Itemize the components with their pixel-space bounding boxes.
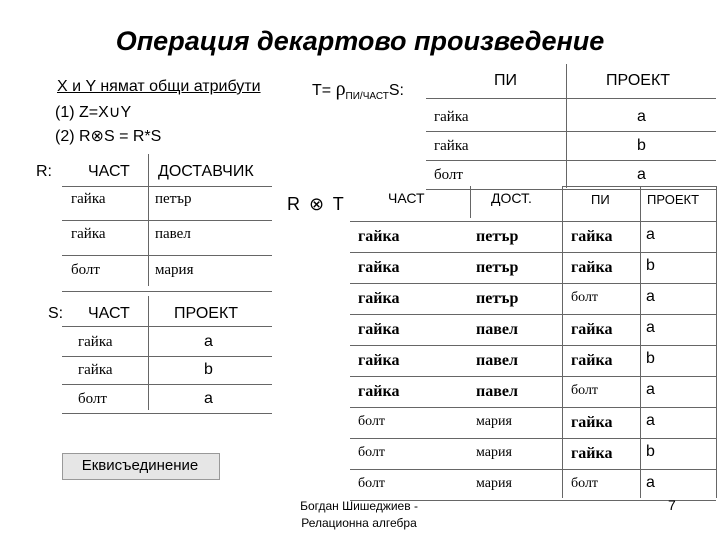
rule-union: (1) Z=X∪Y (55, 104, 132, 121)
product-cell-supplier: мария (476, 476, 512, 491)
r-cell-part: гайка (71, 191, 106, 207)
formula-suffix: S: (388, 82, 404, 99)
product-header-project: ПРОЕКТ (647, 192, 700, 207)
product-cell-part: гайка (358, 259, 400, 276)
table-rule (350, 252, 716, 253)
s-header-project: ПРОЕКТ (174, 305, 239, 322)
product-cell-part: гайка (358, 228, 400, 245)
table-rule (62, 255, 272, 256)
product-cell-project: a (646, 319, 655, 336)
r-header-part: ЧАСТ (88, 163, 130, 180)
product-cell-part: болт (358, 476, 386, 491)
table-divider (470, 186, 471, 218)
table-rule (562, 186, 716, 187)
r-label: R: (36, 163, 52, 180)
table-rule (426, 131, 716, 132)
slide-title: Операция декартово произведение (115, 26, 605, 56)
t-cell-pi: гайка (434, 138, 469, 154)
table-rule (62, 220, 272, 221)
s-cell-part: гайка (78, 334, 113, 350)
table-rule (350, 221, 716, 222)
product-cell-pi: болт (571, 290, 599, 305)
product-header-part: ЧАСТ (388, 190, 425, 206)
r-cell-part: болт (71, 262, 100, 278)
table-rule (62, 326, 272, 327)
table-rule (350, 407, 716, 408)
product-cell-project: a (646, 288, 655, 305)
footer-line-1: Богдан Шишеджиев - (300, 499, 418, 513)
table-rule (350, 376, 716, 377)
footer-author (286, 498, 432, 532)
formula-subscript: ПИ/ЧАСТ (345, 91, 389, 102)
product-cell-project: b (646, 443, 655, 460)
equijoin-button-label: Еквисъединение (81, 457, 199, 474)
table-rule (62, 413, 272, 414)
product-cell-part: болт (358, 445, 386, 460)
r-cell-supplier: петър (155, 191, 192, 207)
product-cell-project: a (646, 226, 655, 243)
s-header-part: ЧАСТ (88, 305, 130, 322)
table-divider (566, 64, 567, 188)
table-rule (62, 356, 272, 357)
product-cell-pi: гайка (571, 321, 613, 338)
rename-formula (312, 78, 404, 102)
product-cell-part: гайка (358, 383, 400, 400)
formula-prefix: T= (312, 82, 336, 99)
s-cell-part: болт (78, 391, 107, 407)
product-cell-supplier: петър (476, 290, 519, 307)
t-cell-pi: гайка (434, 109, 469, 125)
product-cell-supplier: павел (476, 321, 518, 338)
product-cell-supplier: мария (476, 414, 512, 429)
product-cell-part: гайка (358, 321, 400, 338)
r-cell-supplier: мария (155, 262, 194, 278)
no-common-attributes-note: X и Y нямат общи атрибути (57, 78, 261, 95)
s-cell-project: a (204, 333, 213, 350)
table-rule (62, 291, 272, 292)
table-rule (350, 438, 716, 439)
table-rule (62, 186, 272, 187)
table-divider (148, 296, 149, 410)
product-cell-project: a (646, 412, 655, 429)
footer-line-2: Релационна алгебра (301, 516, 417, 530)
table-divider (640, 186, 641, 498)
table-rule (426, 98, 716, 99)
t-header-pi: ПИ (494, 72, 517, 89)
t-header-project: ПРОЕКТ (606, 72, 671, 89)
table-rule (426, 160, 716, 161)
rule-product: (2) R⊗S = R*S (55, 128, 162, 145)
product-cell-project: b (646, 257, 655, 274)
product-cell-project: a (646, 474, 655, 491)
product-cell-pi: гайка (571, 445, 613, 462)
product-cell-pi: гайка (571, 414, 613, 431)
product-cell-supplier: петър (476, 228, 519, 245)
otimes-symbol: ⊗ (309, 194, 325, 214)
product-cell-supplier: павел (476, 383, 518, 400)
product-label-r: R (287, 194, 300, 214)
product-cell-pi: гайка (571, 352, 613, 369)
r-cell-supplier: павел (155, 226, 191, 242)
s-cell-part: гайка (78, 362, 113, 378)
product-cell-supplier: павел (476, 352, 518, 369)
product-cell-pi: болт (571, 476, 599, 491)
t-cell-project: a (637, 166, 646, 183)
product-cell-project: a (646, 381, 655, 398)
product-label (287, 194, 344, 215)
r-header-supplier: ДОСТАВЧИК (158, 163, 254, 180)
s-cell-project: a (204, 390, 213, 407)
page-number: 7 (668, 497, 676, 513)
table-rule (350, 314, 716, 315)
product-header-pi: ПИ (591, 192, 610, 207)
t-cell-project: b (637, 137, 646, 154)
table-rule (350, 469, 716, 470)
table-divider (562, 186, 563, 498)
product-cell-supplier: мария (476, 445, 512, 460)
r-cell-part: гайка (71, 226, 106, 242)
product-cell-pi: гайка (571, 228, 613, 245)
s-cell-project: b (204, 361, 213, 378)
t-cell-project: a (637, 108, 646, 125)
product-label-t: T (332, 194, 344, 214)
rho-symbol: ρ (335, 78, 346, 100)
table-rule (350, 283, 716, 284)
product-cell-part: гайка (358, 290, 400, 307)
table-divider (716, 186, 717, 498)
table-rule (62, 384, 272, 385)
product-cell-pi: болт (571, 383, 599, 398)
product-cell-part: гайка (358, 352, 400, 369)
table-rule (350, 345, 716, 346)
product-cell-supplier: петър (476, 259, 519, 276)
s-label: S: (48, 305, 64, 322)
product-header-supplier: ДОСТ. (491, 190, 532, 206)
product-cell-part: болт (358, 414, 386, 429)
t-cell-pi: болт (434, 167, 463, 183)
product-cell-pi: гайка (571, 259, 613, 276)
product-cell-project: b (646, 350, 655, 367)
